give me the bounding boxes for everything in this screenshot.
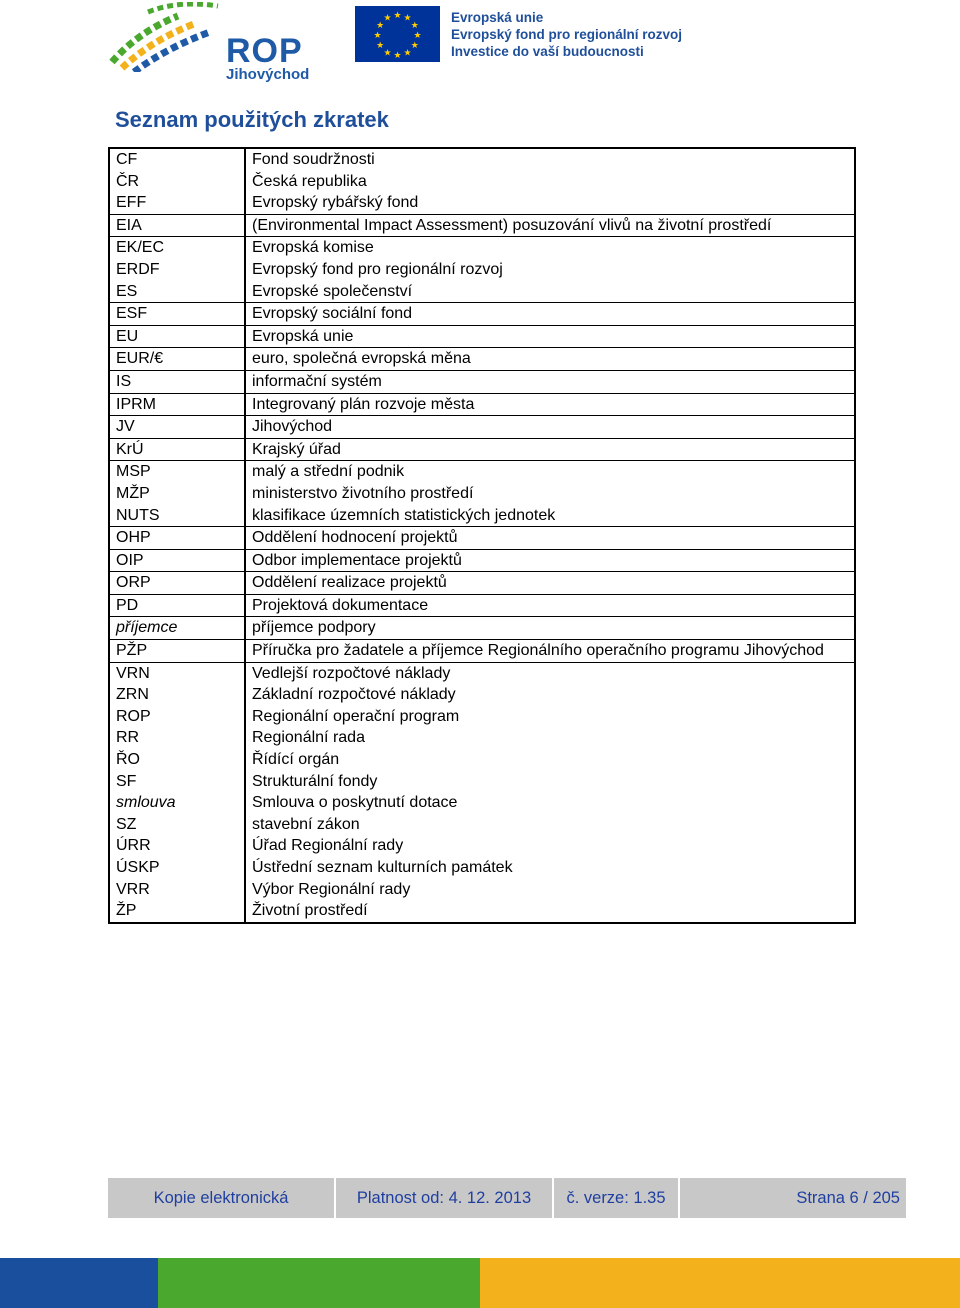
footer-validity: Platnost od: 4. 12. 2013 — [336, 1178, 554, 1218]
table-row — [109, 835, 855, 857]
table-row — [109, 237, 855, 259]
desc-cell: Evropská unie — [245, 325, 855, 348]
table-row — [109, 416, 855, 439]
svg-text:★: ★ — [393, 11, 402, 21]
table-row — [109, 461, 855, 483]
table-row — [109, 727, 855, 749]
table-row — [109, 348, 855, 371]
desc-cell: (Environmental Impact Assessment) posuzování vlivů na životní prostředí — [245, 214, 855, 237]
svg-text:★: ★ — [413, 31, 422, 41]
desc-cell: Smlouva o poskytnutí dotace — [252, 794, 458, 812]
abbr-cell: EK/EC — [109, 237, 245, 259]
abbr-cell: IPRM — [109, 393, 245, 416]
table-row — [109, 594, 855, 617]
table-row — [109, 171, 855, 193]
desc-cell: Fond soudržnosti — [252, 151, 375, 168]
desc-cell: Výbor Regionální rady — [252, 880, 411, 898]
abbr-cell: ZRN — [109, 684, 245, 706]
abbr-cell: VRN — [109, 662, 245, 684]
table-row — [109, 214, 855, 237]
desc-cell: příjemce podpory — [245, 617, 855, 640]
abbr-cell: EUR/€ — [109, 348, 245, 371]
table-row — [109, 325, 855, 348]
abbr-cell: ŽP — [109, 900, 245, 923]
abbr-cell: PD — [109, 594, 245, 617]
abbr-cell: ESF — [109, 303, 245, 326]
desc-cell: Evropská komise — [245, 237, 855, 259]
eu-line-1: Evropská unie — [451, 10, 544, 25]
desc-cell: Evropské společenství — [252, 282, 413, 300]
table-row — [109, 662, 855, 684]
desc-cell: Odbor implementace projektů — [245, 549, 855, 572]
table-row — [109, 549, 855, 572]
table-row — [109, 640, 855, 663]
desc-cell: Jihovýchod — [245, 416, 855, 439]
table-row — [109, 617, 855, 640]
svg-text:★: ★ — [383, 48, 392, 59]
desc-cell: Ústřední seznam kulturních památek — [252, 859, 513, 876]
table-row — [109, 259, 855, 281]
desc-cell: stavební zákon — [252, 815, 360, 833]
page-header — [0, 0, 960, 100]
abbr-cell: PŽP — [109, 640, 245, 663]
table-row — [109, 505, 855, 527]
abbr-cell: JV — [109, 416, 245, 439]
table-row — [109, 706, 855, 728]
color-band-blue — [0, 1258, 158, 1308]
table-row — [109, 370, 855, 393]
svg-text:★: ★ — [403, 48, 412, 59]
abbr-cell: příjemce — [109, 617, 245, 640]
color-band-green — [158, 1258, 480, 1308]
color-band — [0, 1258, 960, 1308]
desc-cell: Životní prostředí — [252, 902, 368, 920]
desc-cell: Regionální rada — [252, 729, 365, 747]
abbr-cell: EU — [109, 325, 245, 348]
eu-slogan — [451, 9, 682, 60]
table-row — [109, 771, 855, 793]
desc-cell: Integrovaný plán rozvoje města — [245, 393, 855, 416]
rop-arcs-icon — [108, 2, 228, 72]
abbr-cell: OIP — [109, 549, 245, 572]
abbr-cell: KrÚ — [109, 438, 245, 461]
eu-line-2: Evropský fond pro regionální rozvoj — [451, 27, 683, 42]
desc-cell: ministerstvo životního prostředí — [252, 484, 474, 502]
desc-cell: euro, společná evropská měna — [245, 348, 855, 371]
svg-text:★: ★ — [373, 31, 382, 41]
table-row — [109, 814, 855, 836]
abbr-cell: IS — [109, 370, 245, 393]
desc-cell: Oddělení hodnocení projektů — [245, 527, 855, 550]
abbr-cell: NUTS — [109, 505, 245, 527]
abbr-cell: OHP — [109, 527, 245, 550]
abbr-cell: EFF — [109, 192, 245, 214]
desc-cell: klasifikace územních statistických jednotek — [252, 506, 556, 524]
abbr-cell: ŘO — [109, 749, 245, 771]
abbr-cell: CF — [109, 148, 245, 171]
abbr-cell: MSP — [109, 461, 245, 483]
abbr-cell: EIA — [109, 214, 245, 237]
table-row — [109, 527, 855, 550]
svg-text:★: ★ — [383, 13, 392, 24]
desc-cell: malý a střední podnik — [245, 461, 855, 483]
table-row — [109, 192, 855, 214]
desc-cell: Příručka pro žadatele a příjemce Regionálního operačního programu Jihovýchod — [245, 640, 855, 663]
svg-text:★: ★ — [410, 21, 419, 31]
color-band-yellow — [480, 1258, 960, 1308]
table-row — [109, 303, 855, 326]
desc-cell: Regionální operační program — [252, 707, 460, 725]
table-row — [109, 281, 855, 303]
footer-copy-type: Kopie elektronická — [108, 1178, 336, 1218]
svg-text:★: ★ — [376, 21, 385, 31]
rop-subtitle: Jihovýchod — [226, 66, 310, 83]
rop-logo — [108, 2, 318, 84]
desc-cell: Oddělení realizace projektů — [245, 572, 855, 595]
page-title: Seznam použitých zkratek — [115, 107, 389, 132]
svg-text:★: ★ — [403, 13, 412, 24]
eu-flag-icon — [355, 6, 440, 62]
footer-version: č. verze: 1.35 — [554, 1178, 680, 1218]
abbr-cell: ÚRR — [109, 835, 245, 857]
abbr-cell: ERDF — [109, 259, 245, 281]
desc-cell: Evropský rybářský fond — [252, 194, 419, 212]
abbr-cell: MŽP — [109, 483, 245, 505]
table-row — [109, 438, 855, 461]
svg-text:★: ★ — [410, 41, 419, 51]
table-row — [109, 792, 855, 814]
desc-cell: Projektová dokumentace — [245, 594, 855, 617]
abbr-cell: smlouva — [109, 792, 245, 814]
abbr-cell: SF — [109, 771, 245, 793]
desc-cell: informační systém — [245, 370, 855, 393]
abbr-cell: SZ — [109, 814, 245, 836]
eu-line-3: Investice do vaší budoucnosti — [451, 44, 644, 59]
table-row — [109, 857, 855, 879]
abbreviations-table — [108, 147, 856, 924]
table-row — [109, 483, 855, 505]
page-footer — [108, 1178, 906, 1218]
desc-cell: Řídící orgán — [252, 751, 340, 769]
rop-title: ROP — [226, 32, 303, 70]
desc-cell: Krajský úřad — [245, 438, 855, 461]
table-row — [109, 148, 855, 171]
desc-cell: Evropský sociální fond — [245, 303, 855, 326]
desc-cell: Vedlejší rozpočtové náklady — [245, 662, 855, 684]
table-row — [109, 393, 855, 416]
abbr-cell: ES — [109, 281, 245, 303]
desc-cell: Česká republika — [252, 172, 367, 190]
footer-page-number: Strana 6 / 205 — [796, 1188, 900, 1207]
abbr-cell: ORP — [109, 572, 245, 595]
table-row — [109, 749, 855, 771]
svg-text:★: ★ — [393, 51, 402, 61]
abbr-cell: VRR — [109, 879, 245, 901]
table-row — [109, 879, 855, 901]
table-row — [109, 684, 855, 706]
desc-cell: Evropský fond pro regionální rozvoj — [252, 260, 503, 278]
abbr-cell: ČR — [109, 171, 245, 193]
svg-text:★: ★ — [376, 41, 385, 51]
desc-cell: Strukturální fondy — [252, 772, 378, 790]
abbr-cell: RR — [109, 727, 245, 749]
table-row — [109, 900, 855, 923]
desc-cell: Úřad Regionální rady — [252, 837, 404, 855]
desc-cell: Základní rozpočtové náklady — [252, 686, 456, 704]
abbr-cell: ROP — [109, 706, 245, 728]
abbr-cell: ÚSKP — [109, 857, 245, 879]
table-row — [109, 572, 855, 595]
